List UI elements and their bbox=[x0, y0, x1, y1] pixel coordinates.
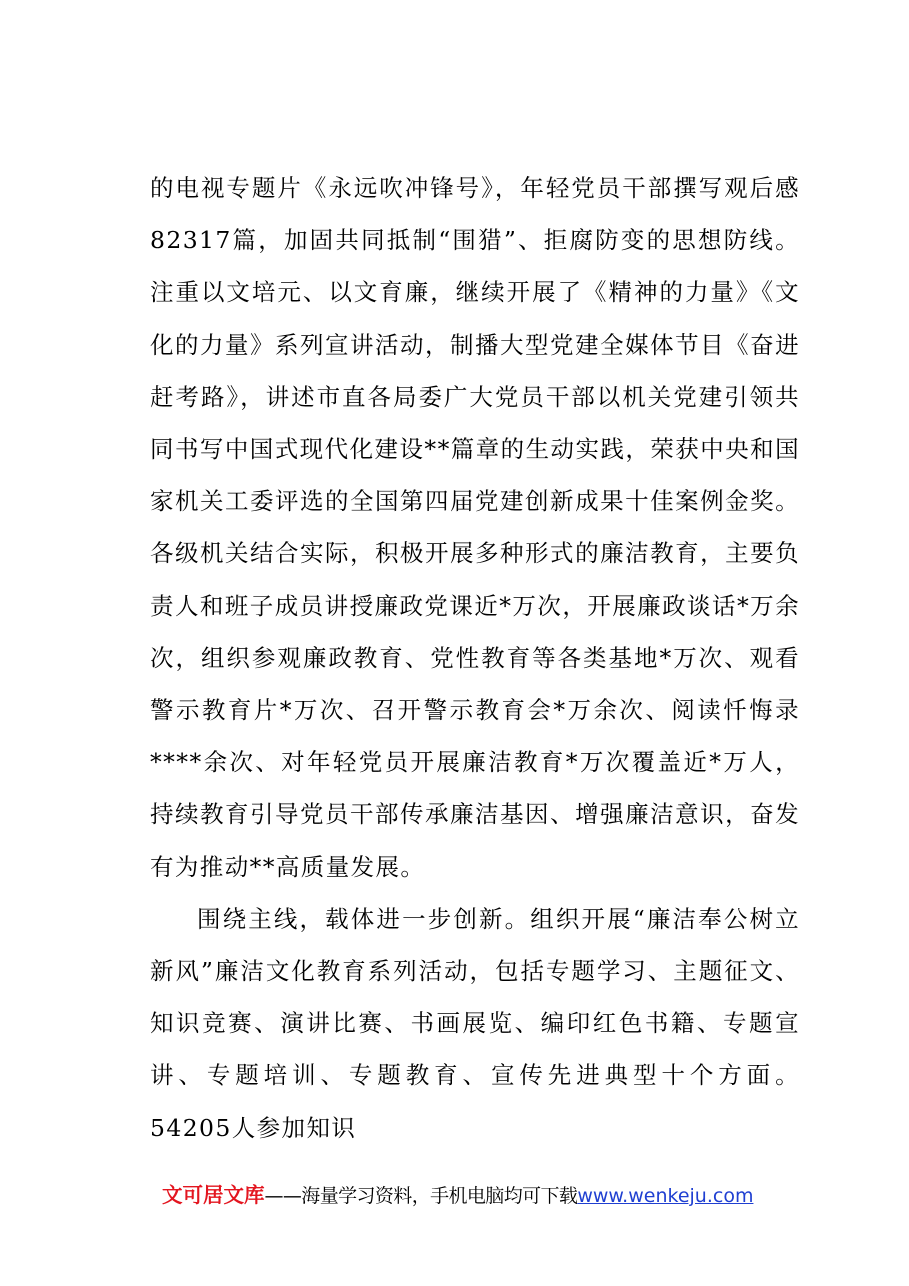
footer-brand: 文可居文库 bbox=[162, 1183, 265, 1207]
body-paragraph-2: 围绕主线，载体进一步创新。组织开展“廉洁奉公树立新风”廉洁文化教育系列活动，包括专题学习、主题征文、知识竞赛、演讲比赛、书画展览、编印红色书籍、专题宣讲、专题培训、专题教育、宣传先进典型十个方面。54205人参加知识 bbox=[150, 904, 800, 1142]
document-body bbox=[150, 162, 800, 1154]
footer-website-link[interactable]: www.wenkeju.com bbox=[577, 1185, 754, 1207]
body-paragraph-1: 的电视专题片《永远吹冲锋号》，年轻党员干部撰写观后感82317篇，加固共同抵制“围猎”、拒腐防变的思想防线。注重以文培元、以文育廉，继续开展了《精神的力量》《文化的力量》系列宣讲活动，制播大型党建全媒体节目《奋进赶考路》，讲述市直各局委广大党员干部以机关党建引领共同书写中国式现代化建设**篇章的生动实践，荣获中央和国家机关工委评选的全国第四届党建创新成果十佳案例金奖。各级机关结合实际，积极开展多种形式的廉洁教育，主要负责人和班子成员讲授廉政党课近*万次，开展廉政谈话*万余次，组织参观廉政教育、党性教育等各类基地*万次、观看警示教育片*万次、召开警示教育会*万余次、阅读忏悔录****余次、对年轻党员开展廉洁教育*万次覆盖近*万人，持续教育引导党员干部传承廉洁基因、增强廉洁意识，奋发有为推动**高质量发展。 bbox=[150, 174, 800, 881]
page-footer bbox=[162, 1180, 753, 1211]
footer-tagline: ——海量学习资料，手机电脑均可下载 bbox=[264, 1185, 578, 1207]
